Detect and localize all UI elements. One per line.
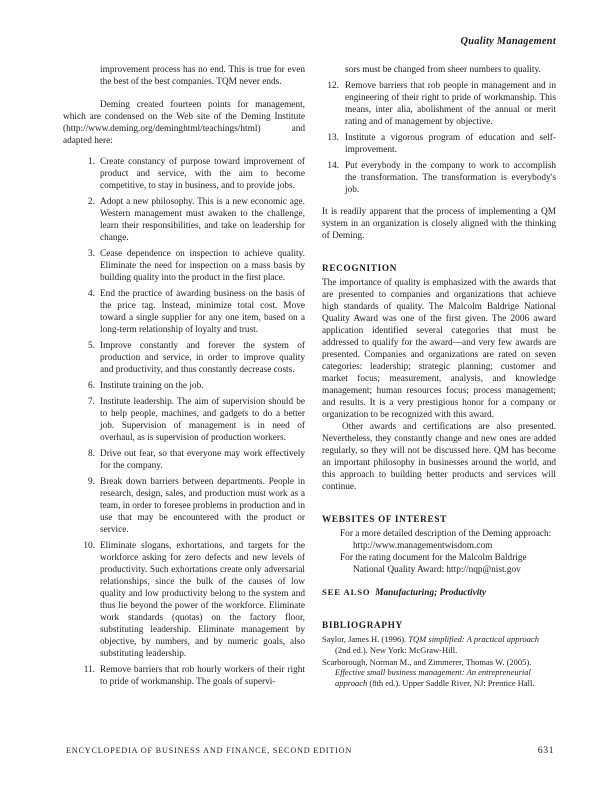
see-also-label: SEE ALSO (322, 587, 371, 597)
footer-title: ENCYCLOPEDIA OF BUSINESS AND FINANCE, SECOND EDITION (66, 746, 353, 755)
list-item-number: 9. (88, 477, 95, 487)
intro-paragraph: Deming created fourteen points for management, which are condensed on the Web site of the Deming Institute (http://www.deming.org/deminghtml/teachings/html) and adapted here: (63, 100, 305, 146)
list-item-number: 6. (88, 381, 95, 391)
bibliography-entry (322, 634, 556, 656)
list-item-text: Remove barriers that rob hourly workers of their right to pride of workmanship. The goals of supervi- (100, 665, 305, 687)
list-item-number: 5. (88, 341, 95, 351)
websites-heading: WEBSITES OF INTEREST (322, 514, 447, 524)
list-item-text: Adopt a new philosophy. This is a new economic age. Western management must awaken to the challenge, learn their responsibilities, and take on leadership for change. (100, 197, 305, 243)
list-item (63, 248, 305, 284)
list-item-text: Create constancy of purpose toward improvement of product and service, with the aim to become competitive, to stay in business, and to provide jobs. (100, 157, 305, 191)
bib-entry-authors: Scarborough, Norman M., and Zimmerer, Thomas W. (2005). (322, 656, 532, 667)
list-item-number: 11. (83, 665, 95, 675)
page-footer (66, 745, 554, 756)
list-item-text: Institute a vigorous program of education and self-improvement. (345, 133, 556, 155)
bibliography-entry (322, 657, 556, 689)
website-entry: For the rating document for the Malcolm Baldrige National Quality Award: http://nqp@nist.gov (340, 553, 527, 575)
closing-paragraph: It is readily apparent that the process of implementing a QM system in an organization is closely aligned with the thinking of Deming. (322, 207, 556, 241)
bib-entry-publisher: (8th ed.). Upper Saddle River, NJ: Prentice Hall. (367, 678, 535, 689)
list-item (63, 380, 305, 392)
bibliography-heading: BIBLIOGRAPHY (322, 620, 403, 630)
two-column-body (63, 64, 556, 692)
list-item (63, 476, 305, 536)
list-item-number: 2. (88, 197, 95, 207)
recognition-heading: RECOGNITION (322, 263, 398, 273)
list-item-number: 1. (88, 157, 95, 167)
list-item (322, 132, 556, 156)
list-item-number: 12. (327, 81, 339, 91)
deming-points-list (63, 156, 305, 688)
see-also-line (322, 586, 556, 599)
list-item (63, 196, 305, 244)
bib-entry-title: Effective small business management: An entrepreneurial approach (335, 667, 531, 689)
list-item-number: 7. (88, 397, 95, 407)
left-column (63, 64, 305, 692)
list-item-text: Eliminate slogans, exhortations, and targets for the workforce asking for zero defects and new levels of productivity. Such exhortations create only adversarial relationships, since the bulk of the causes of low quality and low productivity belong to the system and thus lie beyond the power of the workforce. Eliminate work standards (quotas) on the factory floor, substituting leadership. Eliminate management by objective, by numbers, and by numeric goals, also substituting leadership. (100, 541, 305, 659)
list-item-text: Institute training on the job. (100, 381, 204, 391)
continued-list-item-text: improvement process has no end. This is true for even the best of the best companies. TQM never ends. (100, 65, 305, 87)
see-also-references: Manufacturing; Productivity (375, 588, 486, 598)
list-item-text: Put everybody in the company to work to accomplish the transformation. The transformation is everybody's job. (345, 161, 556, 195)
list-item-number: 3. (88, 249, 95, 259)
list-item (63, 448, 305, 472)
list-item (63, 396, 305, 444)
list-item-number: 14. (327, 161, 339, 171)
list-item-text: Remove barriers that rob people in management and in engineering of their right to pride of workmanship. This means, inter alia, abolishment of the annual or merit rating and of management by objective. (345, 81, 556, 127)
list-item (322, 80, 556, 128)
continued-list-item-text: sors must be changed from sheer numbers to quality. (345, 65, 541, 75)
list-item-text: Improve constantly and forever the system of production and service, in order to improve quality and productivity, and thus constantly decrease costs. (100, 341, 305, 375)
list-item-number: 13. (327, 133, 339, 143)
list-item (63, 156, 305, 192)
list-item-text: End the practice of awarding business on the basis of the price tag. Instead, minimize total cost. Move toward a single supplier for any one item, based on a long-term relationship of loyalty and trust. (100, 289, 305, 335)
list-item-number: 8. (88, 449, 95, 459)
bib-entry-title: TQM simplified: A practical approach (408, 634, 539, 644)
list-item-number: 4. (88, 289, 95, 299)
list-item-text: Break down barriers between departments. People in research, design, sales, and production must work as a team, in order to foresee problems in production and in use that may be encountered with the product or service. (100, 477, 305, 535)
list-item-text: Cease dependence on inspection to achieve quality. Eliminate the need for inspection on a mass basis by building quality into the product in the first place. (100, 249, 305, 283)
list-item (63, 288, 305, 336)
recognition-paragraph-1: The importance of quality is emphasized with the awards that are presented to companies and organizations that achieve high standards of quality. The Malcolm Baldrige National Quality Award was one of the first given. The 2006 award application identified several categories that must be addressed to qualify for the award—and very few awards are presented. Companies and organizations are rated on seven categories: leadership; strategic planning; customer and market focus; measurement, analysis, and knowledge management; human resources focus; process management; and results. It is a very prestigious honor for a company or organization to be recognized with this award. (322, 278, 556, 420)
page-number: 631 (537, 745, 554, 756)
list-item-text: Institute leadership. The aim of supervision should be to help people, machines, and gadgets to do a better job. Supervision of management is in need of overhaul, as is supervision of production workers. (100, 397, 305, 443)
running-header: Quality Management (460, 36, 556, 47)
bib-entry-publisher: (2nd ed.). New York: McGraw-Hill. (335, 644, 458, 655)
list-item (63, 664, 305, 688)
bib-entry-authors: Saylor, James H. (1996). (322, 634, 409, 644)
list-item-number: 10. (83, 541, 95, 551)
list-item (63, 340, 305, 376)
list-item-text: Drive out fear, so that everyone may work effectively for the company. (100, 449, 305, 471)
right-column (322, 64, 556, 692)
deming-points-list-continued (322, 80, 556, 196)
recognition-paragraph-2: Other awards and certifications are also presented. Nevertheless, they constantly change and new ones are added regularly, so they will not be discussed here. QM has become an important philosophy in businesses around the world, and this approach to building better products and services will continue. (322, 422, 556, 492)
list-item (63, 540, 305, 660)
list-item (322, 160, 556, 196)
website-entry: For a more detailed description of the Deming approach: http://www.managementwisdom.com (340, 529, 552, 551)
